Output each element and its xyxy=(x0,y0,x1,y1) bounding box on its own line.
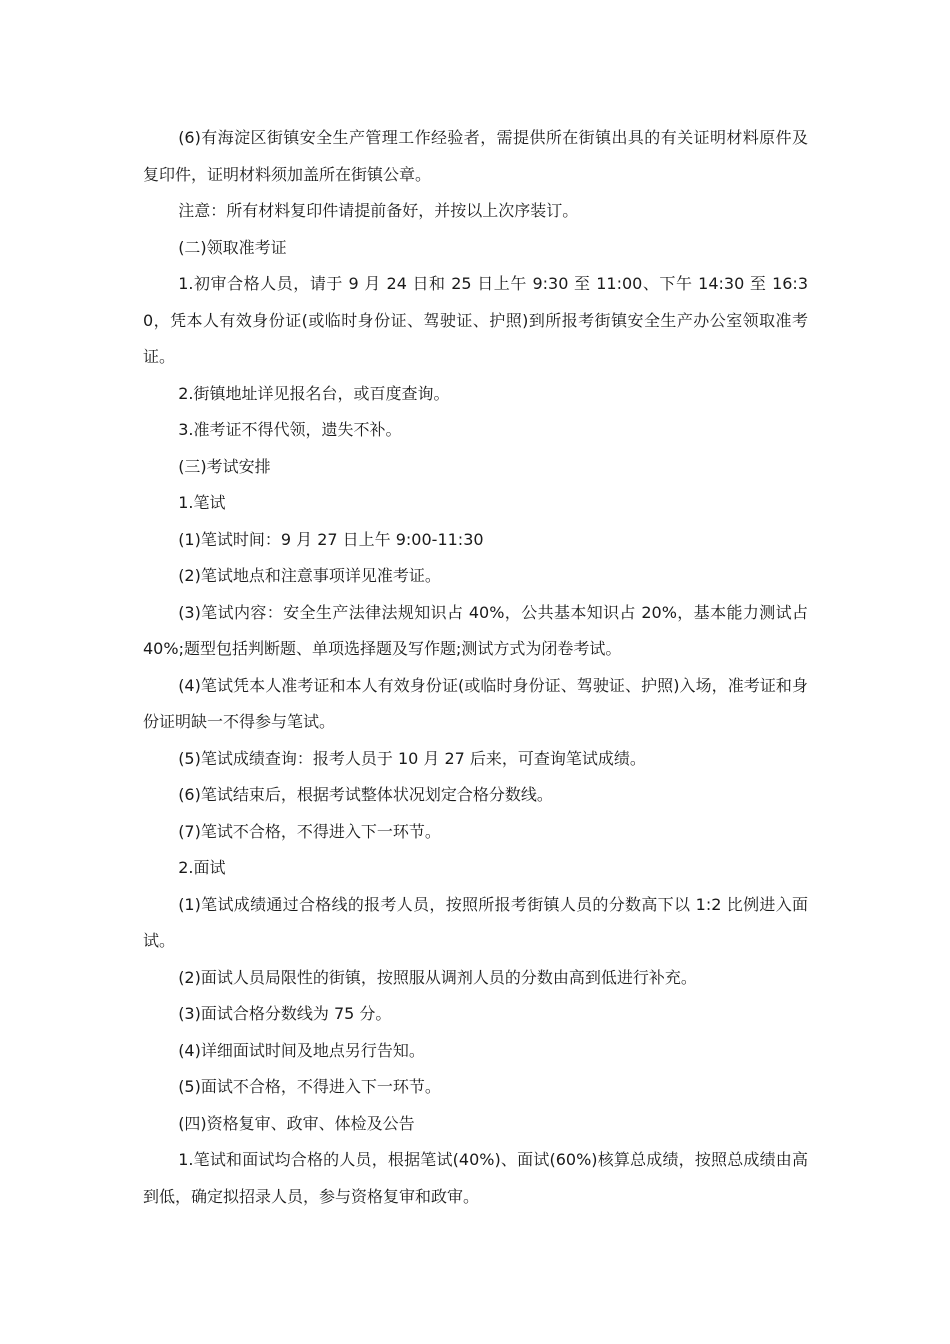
paragraph-note: 注意：所有材料复印件请提前备好，并按以上次序装订。 xyxy=(178,201,579,220)
paragraph-written-score-query: (5)笔试成绩查询：报考人员于 10 月 27 后来，可查询笔试成绩。 xyxy=(178,748,646,768)
subheading-interview: 2.面试 xyxy=(178,858,226,877)
paragraph-street-address: 2.街镇地址详见报名台，或百度查询。 xyxy=(178,383,450,403)
paragraph-written-entry: (4)笔试凭本人准考证和本人有效身份证(或临时身份证、驾驶证、护照)入场，准考证和身份证明缺一不得参与笔试。 xyxy=(143,675,808,731)
paragraph-no-proxy: 3.准考证不得代领，遗失不补。 xyxy=(178,420,402,439)
paragraph-interview-schedule: (4)详细面试时间及地点另行告知。 xyxy=(178,1040,425,1060)
paragraph-interview-passing: (3)面试合格分数线为 75 分。 xyxy=(178,1004,392,1023)
paragraph-written-time: (1)笔试时间：9 月 27 日上午 9:00-11:30 xyxy=(178,529,484,549)
paragraph-ticket-pickup: 1.初审合格人员，请于 9 月 24 日和 25 日上午 9:30 至 11:00、下午 14:30 至 16:30，凭本人有效身份证(或临时身份证、驾驶证、护照)到所报考街镇安全生产办公室领取准考证。 xyxy=(143,274,808,366)
paragraph-written-location: (2)笔试地点和注意事项详见准考证。 xyxy=(178,566,441,585)
paragraph-written-fail: (7)笔试不合格，不得进入下一环节。 xyxy=(178,821,441,841)
paragraph-written-content: (3)笔试内容：安全生产法律法规知识占 40%，公共基本知识占 20%，基本能力测试占 40%;题型包括判断题、单项选择题及写作题;测试方式为闭卷考试。 xyxy=(143,602,808,658)
paragraph-supporting-materials: (6)有海淀区街镇安全生产管理工作经验者，需提供所在街镇出具的有关证明材料原件及复印件，证明材料须加盖所在街镇公章。 xyxy=(143,128,808,184)
paragraph-interview-fail: (5)面试不合格，不得进入下一环节。 xyxy=(178,1077,441,1096)
document-body xyxy=(143,120,808,1215)
section-heading-review: (四)资格复审、政审、体检及公告 xyxy=(178,1113,415,1133)
paragraph-passing-line: (6)笔试结束后，根据考试整体状况划定合格分数线。 xyxy=(178,785,553,804)
paragraph-total-score: 1.笔试和面试均合格的人员，根据笔试(40%)、面试(60%)核算总成绩，按照总成绩由高到低，确定拟招录人员，参与资格复审和政审。 xyxy=(143,1150,808,1206)
paragraph-interview-entry: (1)笔试成绩通过合格线的报考人员，按照所报考街镇人员的分数高下以 1:2 比例进入面试。 xyxy=(143,894,808,950)
paragraph-interview-supplement: (2)面试人员局限性的街镇，按照服从调剂人员的分数由高到低进行补充。 xyxy=(178,967,697,987)
section-heading-admission-ticket: (二)领取准考证 xyxy=(178,237,287,257)
subheading-written-exam: 1.笔试 xyxy=(178,493,226,512)
section-heading-exam-arrangement: (三)考试安排 xyxy=(178,456,271,476)
